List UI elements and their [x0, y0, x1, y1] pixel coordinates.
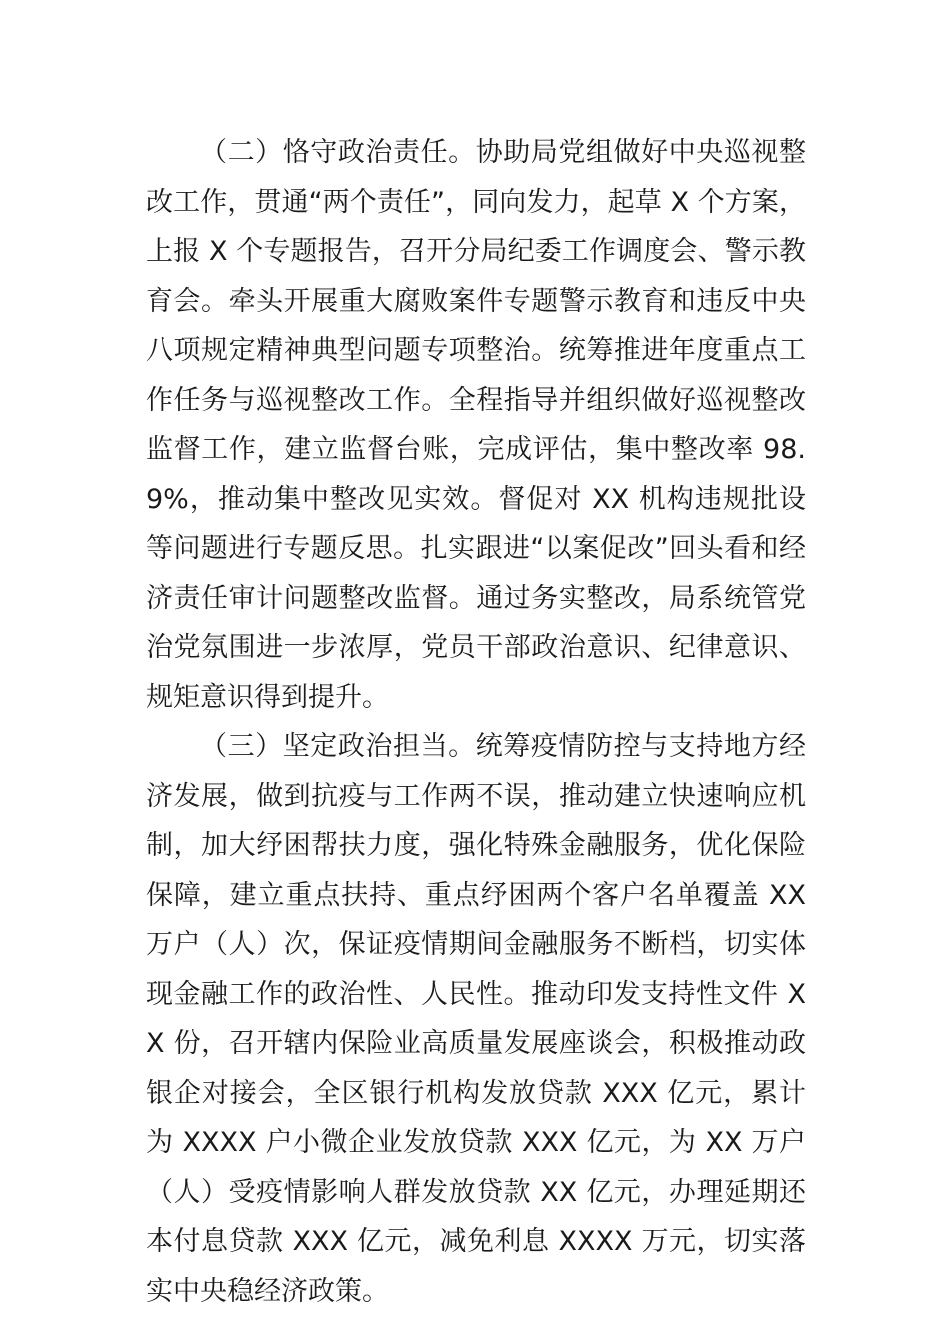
paragraph-political-commitment: （三）坚定政治担当。统筹疫情防控与支持地方经济发展，做到抗疫与工作两不误，推动建立快速响应机制，加大纾困帮扶力度，强化特殊金融服务，优化保险保障，建立重点扶持、重点纾困两个客户名单覆盖 XX 万户（人）次，保证疫情期间金融服务不断档，切实体现金融工作的政治性、人民性。推动印发支持性文件 XX 份，召开辖内保险业高质量发展座谈会，积极推动政银企对接会，全区银行机构发放贷款 XXX 亿元，累计为 XXXX 户小微企业发放贷款 XXX 亿元，为 XX 万户（人）受疫情影响人群发放贷款 XX 亿元，办理延期还本付息贷款 XXX 亿元，减免利息 XXXX 万元，切实落实中央稳经济政策。 — [146, 731, 806, 1307]
paragraph-political-responsibility: （二）恪守政治责任。协助局党组做好中央巡视整改工作，贯通“两个责任”，同向发力，起草 X 个方案，上报 X 个专题报告，召开分局纪委工作调度会、警示教育会。牵头开展重大腐败案件专题警示教育和违反中央八项规定精神典型问题专项整治。统筹推进年度重点工作任务与巡视整改工作。全程指导并组织做好巡视整改监督工作，建立监督台账，完成评估，集中整改率 98.9%，推动集中整改见实效。督促对 XX 机构违规批设等问题进行专题反思。扎实跟进“以案促改”回头看和经济责任审计问题整改监督。通过务实整改，局系统管党治党氛围进一步浓厚，党员干部政治意识、纪律意识、规矩意识得到提升。 — [146, 137, 806, 713]
document-body — [146, 128, 806, 1316]
